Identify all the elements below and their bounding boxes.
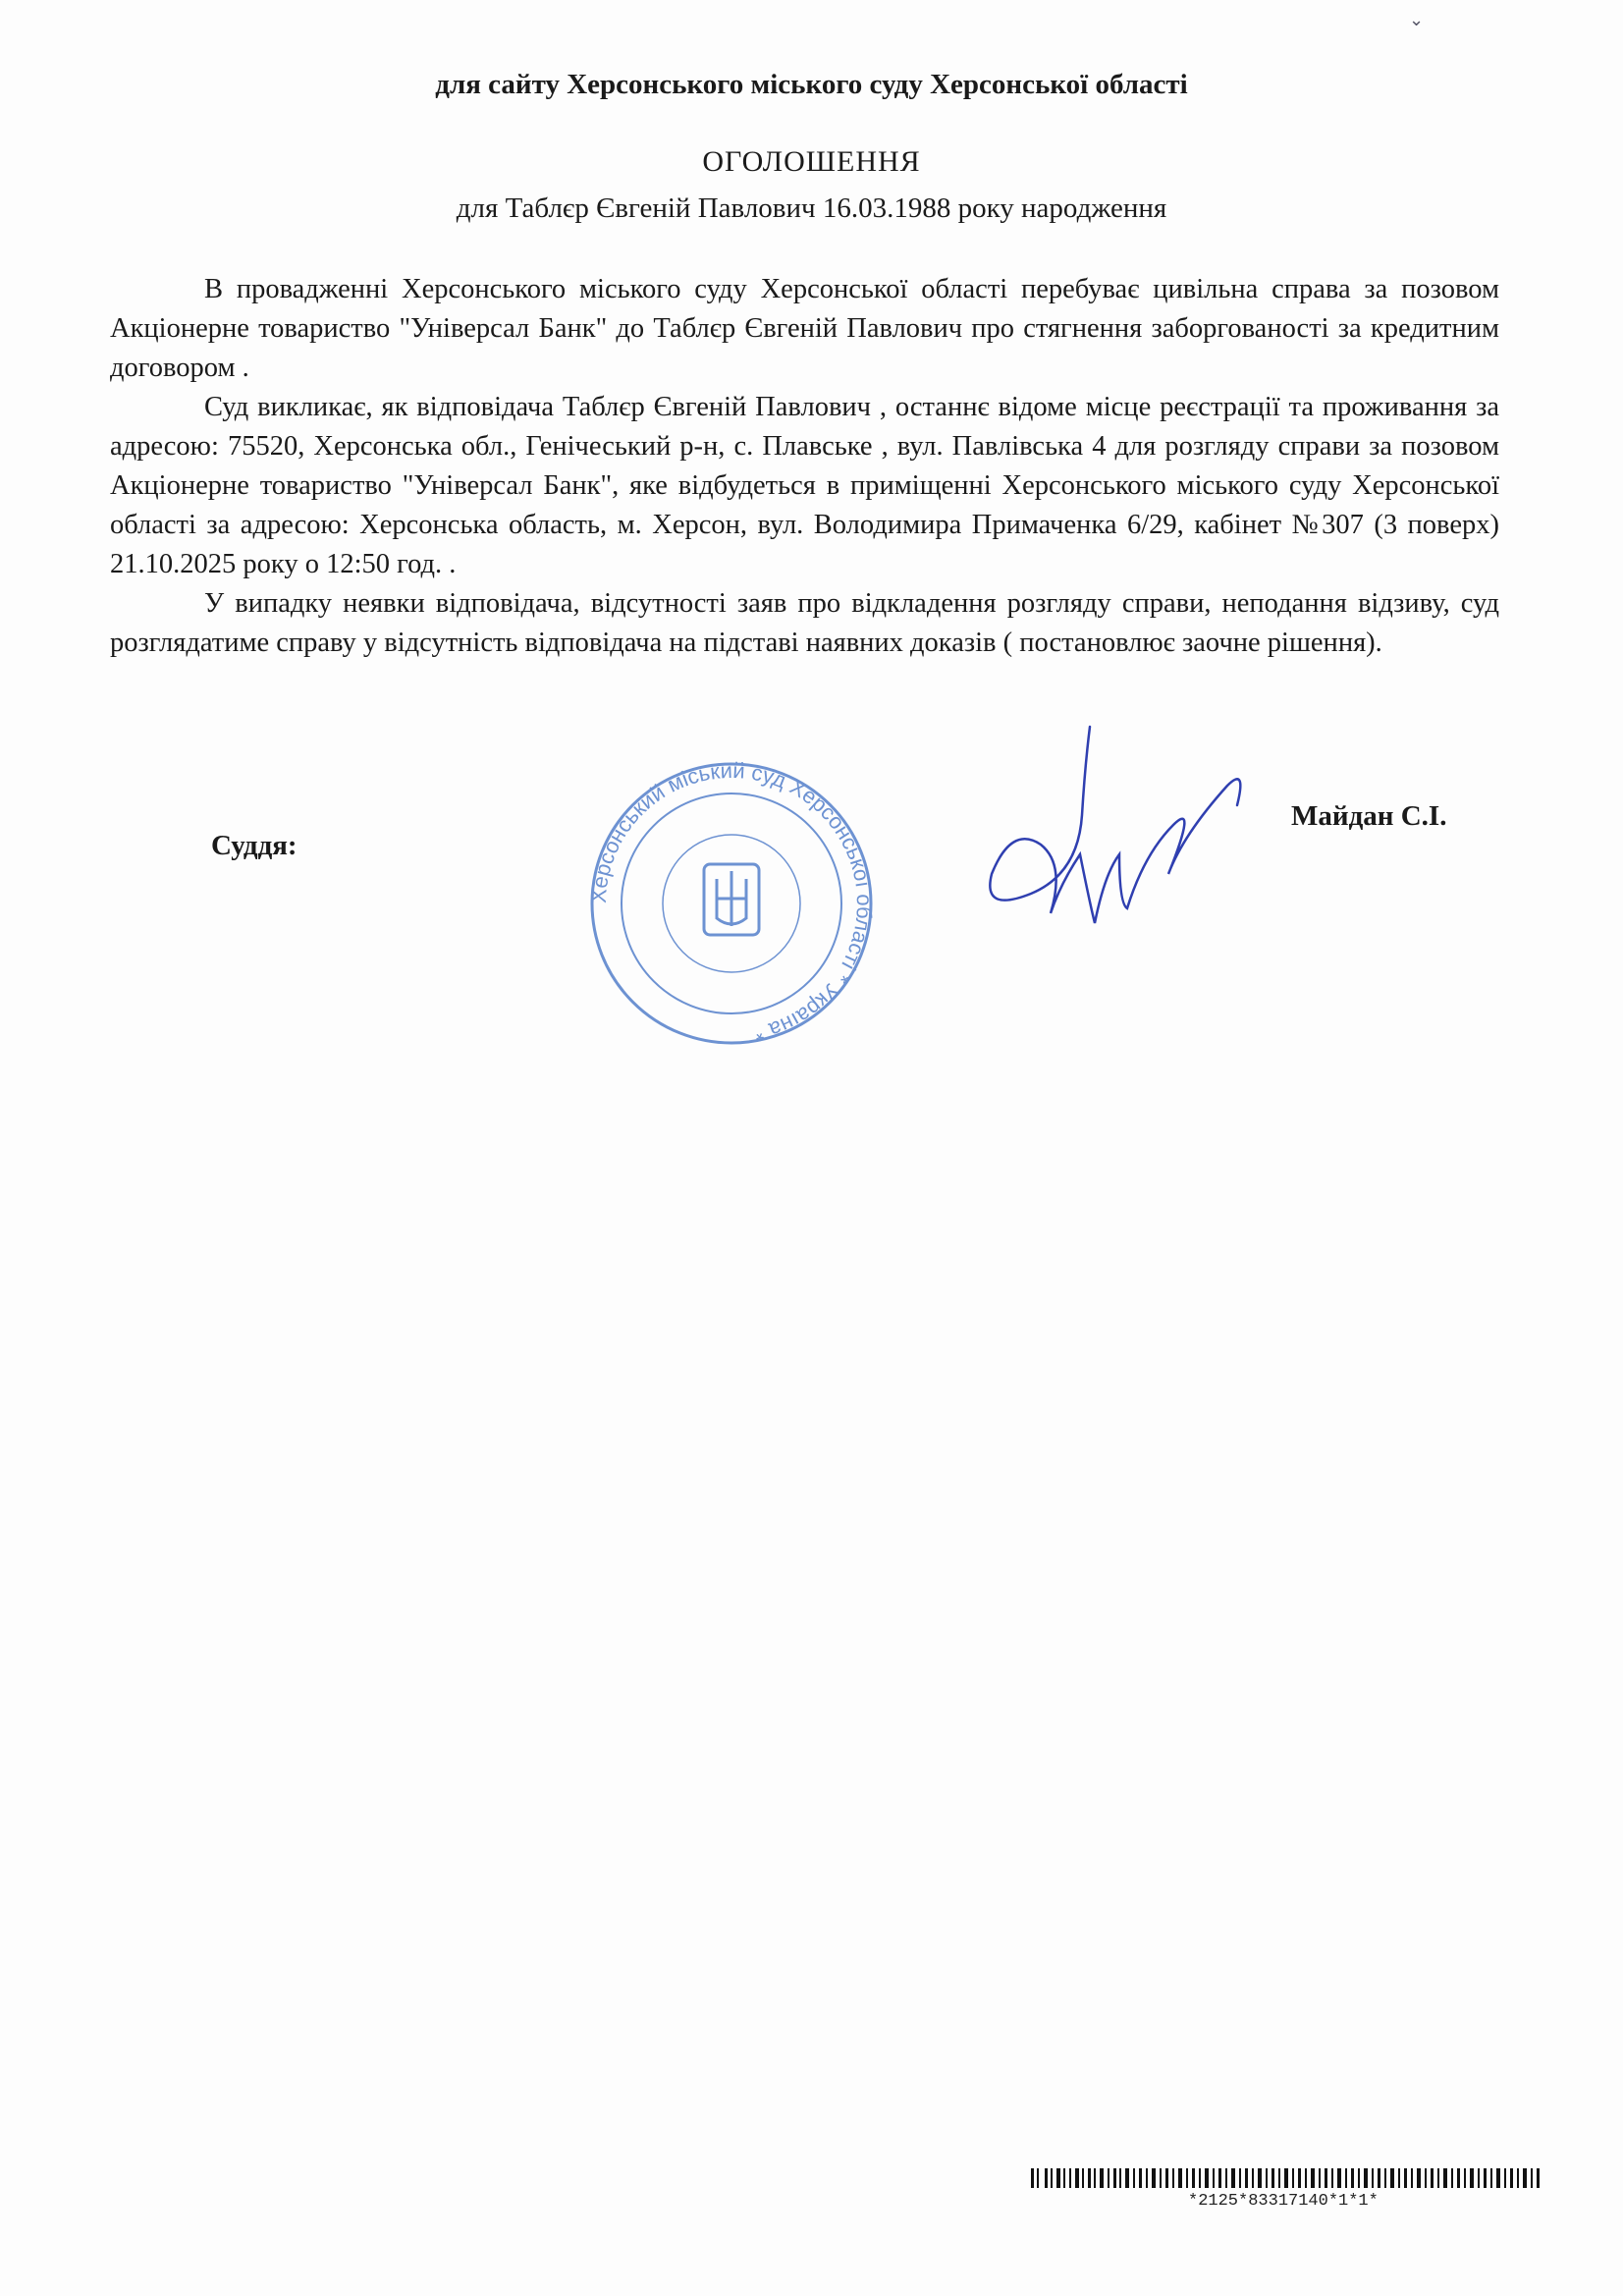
paragraph-summons: Суд викликає, як відповідача Таблєр Євгеній Павлович , останнє відоме місце реєстрації та проживання за адресою: 75520, Херсонська обл., Генічеський р-н, с. Плавське , вул. Павлівська 4 для розгляду справи за позовом Акціонерне товариство "Універсал Банк", яке відбудеться в приміщенні Херсонського міського суду Херсонської області за адресою: Херсонська область, м. Херсон, вул. Володимира Примаченка 6/29, кабінет №307 (3 поверх) 21.10.2025 року о 12:50 год. . xyxy=(110,392,1499,579)
scan-mark-icon: ⌄ xyxy=(1409,10,1425,29)
barcode-number: *2125*83317140*1*1* xyxy=(1188,2192,1379,2211)
document-subtitle: для Таблєр Євгеній Павлович 16.03.1988 року народження xyxy=(456,192,1167,224)
paragraph-consequences: У випадку неявки відповідача, відсутності заяв про відкладення розгляду справи, неподання відзиву, суд розглядатиме справу у відсутність відповідача на підставі наявних доказів ( постановлює заочне рішення). xyxy=(110,588,1499,658)
barcode xyxy=(1031,2168,1542,2188)
paragraph-case-info: В провадженні Херсонського міського суду Херсонської області перебуває цивільна справа за позовом Акціонерне товариство "Універсал Банк" до Таблєр Євгеній Павлович про стягнення заборгованості за кредитним договором . xyxy=(110,274,1499,383)
document-title: ОГОЛОШЕННЯ xyxy=(702,145,921,178)
judge-signature xyxy=(972,707,1257,972)
announcement-body xyxy=(110,270,1499,663)
judge-name: Майдан С.І. xyxy=(1291,800,1447,832)
trident-emblem-icon xyxy=(704,864,759,935)
signature-row xyxy=(0,800,1623,859)
site-heading: для сайту Херсонського міського суду Херсонської області xyxy=(435,69,1188,100)
stamp-text: Херсонський міський суд Херсонської області * Україна * xyxy=(585,761,878,1046)
judge-label: Суддя: xyxy=(211,830,298,861)
